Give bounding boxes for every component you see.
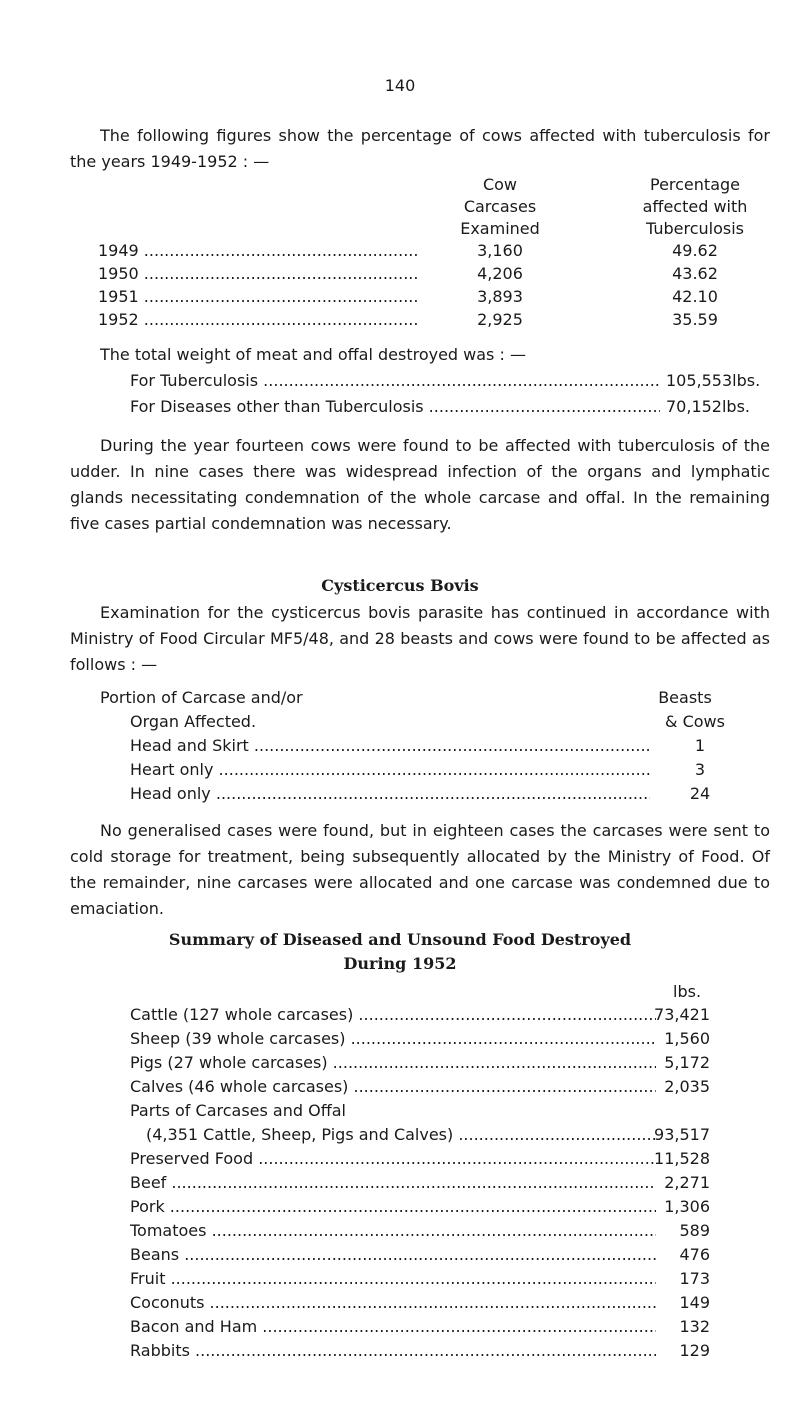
cysticercus-paragraph: Examination for the cysticercus bovis parasite has continued in accordance with Ministry of Food Circular MF5/48, and 28 beasts and cows were found to be affected as follows : — xyxy=(70,603,770,674)
summary-unit: lbs. xyxy=(673,982,702,1001)
summary-row-label: Beef ..... xyxy=(130,1173,656,1192)
tb-row-percent: 49.62 xyxy=(672,241,718,260)
summary-title-line1: Summary of Diseased and Unsound Food Destroyed xyxy=(168,930,632,949)
summary-row-value: 11,528 xyxy=(654,1149,710,1168)
cyst-col-value-header-2: & Cows xyxy=(665,712,725,731)
tb-col-percent-header-2: affected with xyxy=(642,197,748,216)
tb-row-year: 1952 ..... xyxy=(98,310,420,329)
summary-row-label: Cattle (127 whole carcases) ..... xyxy=(130,1005,656,1024)
summary-row-value: 73,421 xyxy=(654,1005,710,1024)
summary-row-label: Fruit ..... xyxy=(130,1269,656,1288)
cyst-col-value-header-1: Beasts xyxy=(658,688,712,707)
tb-col-percent-header-3: Tuberculosis xyxy=(646,219,744,238)
tb-row-year: 1950 ..... xyxy=(98,264,420,283)
tb-row-percent: 43.62 xyxy=(672,264,718,283)
summary-row-value: 1,306 xyxy=(664,1197,710,1216)
cysticercus-heading: Cysticercus Bovis xyxy=(321,576,479,595)
weight-row-value: 105,553lbs. xyxy=(666,371,761,390)
tb-row-year: 1951 ..... xyxy=(98,287,420,306)
weight-row-label: For Tuberculosis ..... xyxy=(130,371,660,390)
cysticercus-closing-paragraph: No generalised cases were found, but in eighteen cases the carcases were sent to cold storage for treatment, being subsequently allocated by the Ministry of Food. Of the remainder, nine carcases were allocated and one carcase was condemned due to emaciation. xyxy=(70,821,770,918)
cyst-row-value: 1 xyxy=(694,736,706,755)
cyst-row-label: Head and Skirt ..... xyxy=(130,736,650,755)
cyst-row-value: 24 xyxy=(689,784,711,803)
cyst-row-value: 3 xyxy=(694,760,706,779)
tb-row-examined: 4,206 xyxy=(477,264,523,283)
summary-row-label: Calves (46 whole carcases) ..... xyxy=(130,1077,656,1096)
tb-row-percent: 42.10 xyxy=(672,287,718,306)
cyst-row-label: Head only ..... xyxy=(130,784,650,803)
summary-row-label: Tomatoes ..... xyxy=(130,1221,656,1240)
summary-row-value: 1,560 xyxy=(664,1029,710,1048)
summary-row-value: 149 xyxy=(679,1293,710,1312)
tb-col-examined-header-2: Carcases xyxy=(463,197,537,216)
cyst-col-label-header-2: Organ Affected. xyxy=(130,712,257,731)
summary-row-label: Beans ..... xyxy=(130,1245,656,1264)
summary-row-value: 93,517 xyxy=(654,1125,710,1144)
summary-row-label: Parts of Carcases and Offal xyxy=(130,1101,346,1120)
tb-col-examined-header-1: Cow xyxy=(482,175,518,194)
udder-paragraph: During the year fourteen cows were found to be affected with tuberculosis of the udder. In nine cases there was widespread infection of the organs and lymphatic glands necessitating condemnation of the whole carcase and offal. In the remaining five cases partial condemnation was necessary. xyxy=(70,436,770,533)
tb-row-percent: 35.59 xyxy=(672,310,718,329)
weight-intro: The total weight of meat and offal destroyed was : — xyxy=(100,345,526,364)
weight-row-value: 70,152lbs. xyxy=(666,397,751,416)
summary-title-line2: During 1952 xyxy=(343,954,457,973)
summary-row-value: 5,172 xyxy=(664,1053,710,1072)
summary-row-label: Rabbits ..... xyxy=(130,1341,656,1360)
tb-col-percent-header-1: Percentage xyxy=(649,175,740,194)
summary-row-label: (4,351 Cattle, Sheep, Pigs and Calves) ..... xyxy=(146,1125,656,1144)
weight-row-label: For Diseases other than Tuberculosis ..... xyxy=(130,397,660,416)
tb-row-year: 1949 ..... xyxy=(98,241,420,260)
summary-row-value: 589 xyxy=(679,1221,710,1240)
cyst-row-label: Heart only ..... xyxy=(130,760,650,779)
summary-row-value: 476 xyxy=(679,1245,710,1264)
summary-row-label: Preserved Food ..... xyxy=(130,1149,656,1168)
tb-row-examined: 3,893 xyxy=(477,287,523,306)
summary-row-value: 129 xyxy=(679,1341,710,1360)
summary-row-value: 2,035 xyxy=(664,1077,710,1096)
summary-row-label: Bacon and Ham ..... xyxy=(130,1317,656,1336)
summary-row-label: Pigs (27 whole carcases) ..... xyxy=(130,1053,656,1072)
summary-row-value: 132 xyxy=(679,1317,710,1336)
summary-row-label: Pork ..... xyxy=(130,1197,656,1216)
summary-row-value: 173 xyxy=(679,1269,710,1288)
cyst-col-label-header-1: Portion of Carcase and/or xyxy=(100,688,303,707)
summary-row-label: Sheep (39 whole carcases) ..... xyxy=(130,1029,656,1048)
tb-col-examined-header-3: Examined xyxy=(460,219,540,238)
tb-intro-paragraph: The following figures show the percentage of cows affected with tuberculosis for the years 1949-1952 : — xyxy=(70,126,770,171)
page-number: 140 xyxy=(384,76,416,95)
tb-row-examined: 2,925 xyxy=(477,310,523,329)
summary-row-value: 2,271 xyxy=(664,1173,710,1192)
summary-row-label: Coconuts ..... xyxy=(130,1293,656,1312)
tb-row-examined: 3,160 xyxy=(477,241,523,260)
